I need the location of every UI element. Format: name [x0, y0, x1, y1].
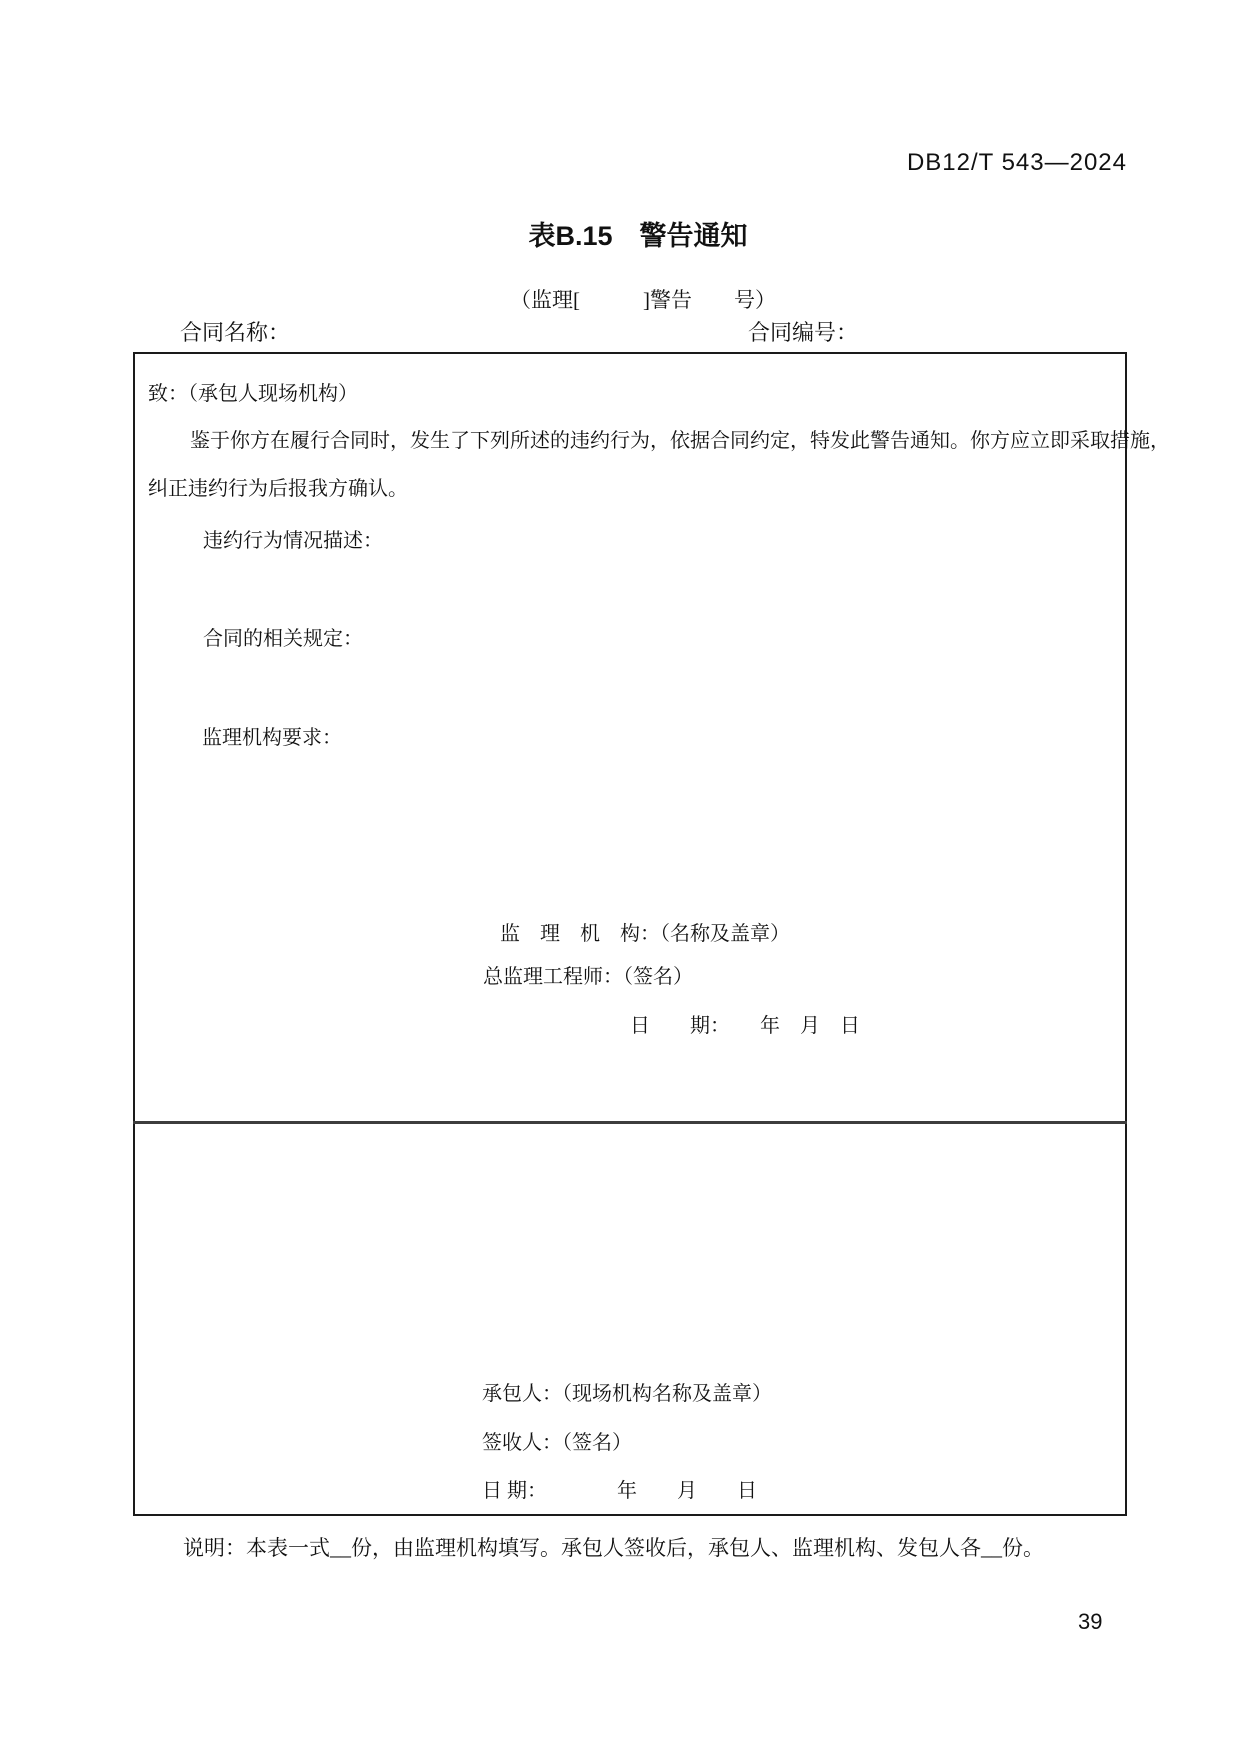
- to-line: 致：（承包人现场机构）: [148, 383, 358, 405]
- standard-code: DB12/T 543—2024: [906, 149, 1127, 176]
- note-line: 说明：本表一式__份，由监理机构填写。承包人签收后，承包人、监理机构、发包人各__份。: [183, 1536, 1044, 1560]
- chief-engineer-line: 总监理工程师：（签名）: [483, 966, 693, 988]
- breach-description-label: 违约行为情况描述：: [203, 530, 383, 552]
- intro-line-2: 纠正违约行为后报我方确认。: [148, 478, 408, 500]
- form-title: 表B.15 警告通知: [528, 221, 748, 251]
- contractor-line: 承包人：（现场机构名称及盖章）: [482, 1383, 772, 1405]
- supervisor-requirements-label: 监理机构要求：: [202, 727, 342, 749]
- receiver-line: 签收人：（签名）: [482, 1432, 632, 1454]
- contract-number-label: 合同编号：: [748, 320, 859, 345]
- doc-number-line: （监理[ ]警告 号）: [510, 288, 776, 312]
- supervisor-date-line: 日 期： 年 月 日: [630, 1015, 860, 1037]
- contract-provisions-label: 合同的相关规定：: [203, 628, 363, 650]
- supervisor-org-line: 监 理 机 构：（名称及盖章）: [500, 923, 790, 945]
- page-number: 39: [1078, 1609, 1103, 1634]
- contract-name-label: 合同名称：: [180, 320, 291, 345]
- section-divider: [133, 1121, 1127, 1124]
- contractor-date-line: 日 期： 年 月 日: [482, 1480, 757, 1502]
- intro-line-1: 鉴于你方在履行合同时，发生了下列所述的违约行为，依据合同约定，特发此警告通知。你方应立即采取措施，: [190, 430, 1170, 452]
